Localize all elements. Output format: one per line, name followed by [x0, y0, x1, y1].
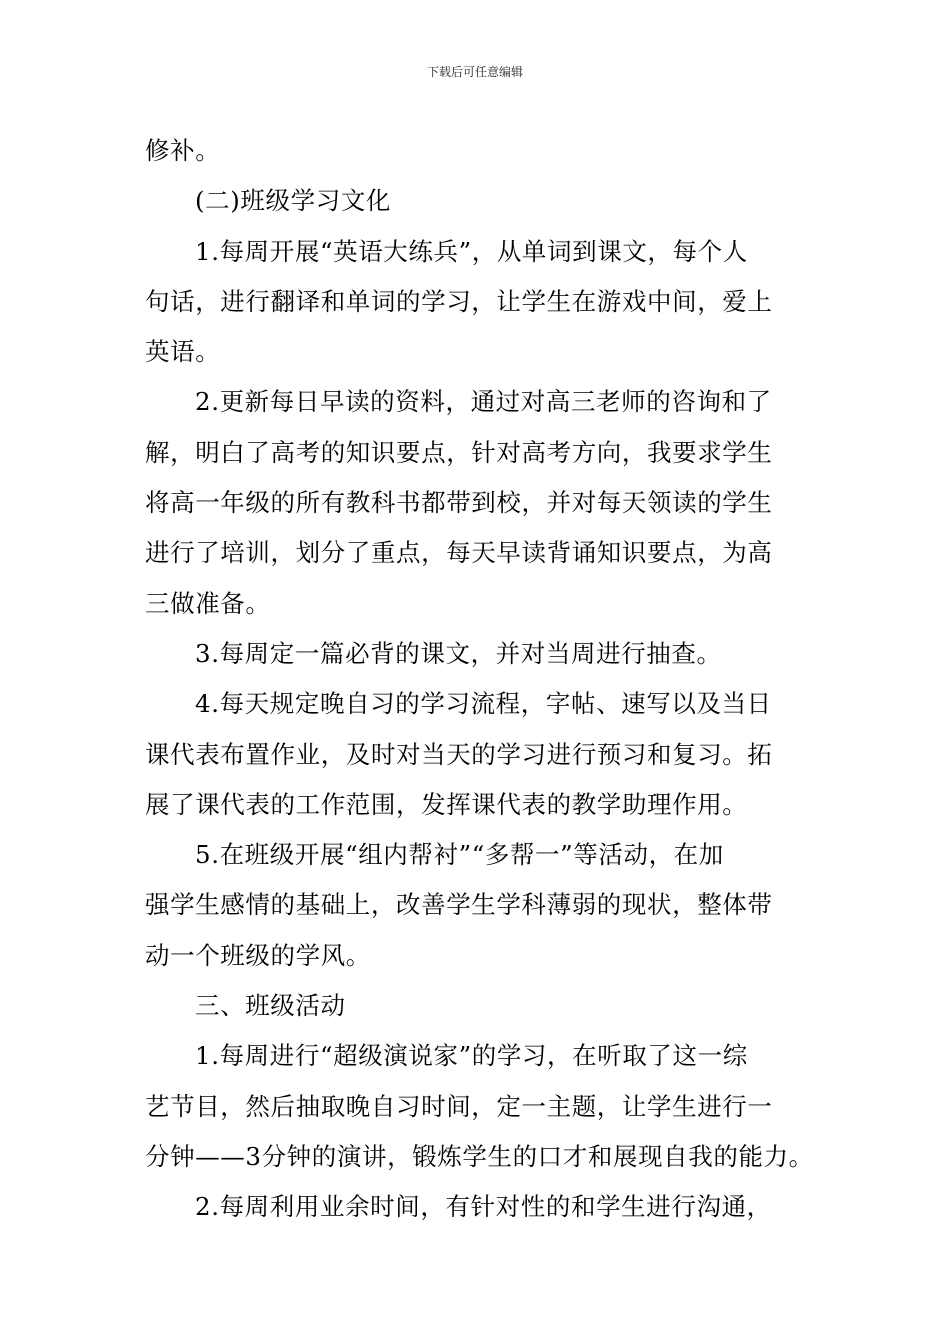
text-line: 修补。: [145, 136, 221, 165]
text-line: 4.每天规定晚自习的学习流程，字帖、速写以及当日: [195, 689, 772, 719]
text-line: 1.每周进行“超级演说家”的学习，在听取了这一综: [195, 1041, 748, 1071]
document-body: [145, 126, 825, 1233]
text-line: 动一个班级的学风。: [145, 940, 371, 970]
page-header: 下载后可任意编辑: [426, 65, 523, 79]
text-line: 进行了培训，划分了重点，每天早读背诵知识要点，为高: [145, 538, 773, 568]
text-line: (二)班级学习文化: [195, 186, 392, 216]
text-line: 分钟——3分钟的演讲，锻炼学生的口才和展现自我的能力。: [145, 1141, 814, 1171]
text-line: 课代表布置作业，及时对当天的学习进行预习和复习。拓: [145, 739, 773, 769]
text-line: 将高一年级的所有教科书都带到校，并对每天领读的学生: [145, 488, 773, 518]
text-line: 强学生感情的基础上，改善学生学科薄弱的现状，整体带: [145, 890, 773, 920]
text-line: 句话，进行翻译和单词的学习，让学生在游戏中间，爱上: [145, 286, 773, 316]
text-line: 展了课代表的工作范围，发挥课代表的教学助理作用。: [145, 789, 748, 819]
text-line: 三做准备。: [145, 588, 271, 618]
text-line: 艺节目，然后抽取晚自习时间，定一主题，让学生进行一: [145, 1091, 773, 1121]
text-line: 解，明白了高考的知识要点，针对高考方向，我要求学生: [145, 437, 773, 467]
text-line: 2.每周利用业余时间，有针对性的和学生进行沟通，: [195, 1192, 772, 1222]
text-line: 2.更新每日早读的资料，通过对高三老师的咨询和了: [195, 387, 772, 417]
text-line: 5.在班级开展“组内帮衬”“多帮一”等活动，在加: [195, 840, 724, 870]
text-line: 三、班级活动: [195, 991, 346, 1021]
text-line: 英语。: [145, 337, 221, 367]
text-line: 3.每周定一篇必背的课文，并对当周进行抽查。: [195, 638, 722, 668]
text-line: 1.每周开展“英语大练兵”，从单词到课文，每个人: [195, 236, 748, 266]
